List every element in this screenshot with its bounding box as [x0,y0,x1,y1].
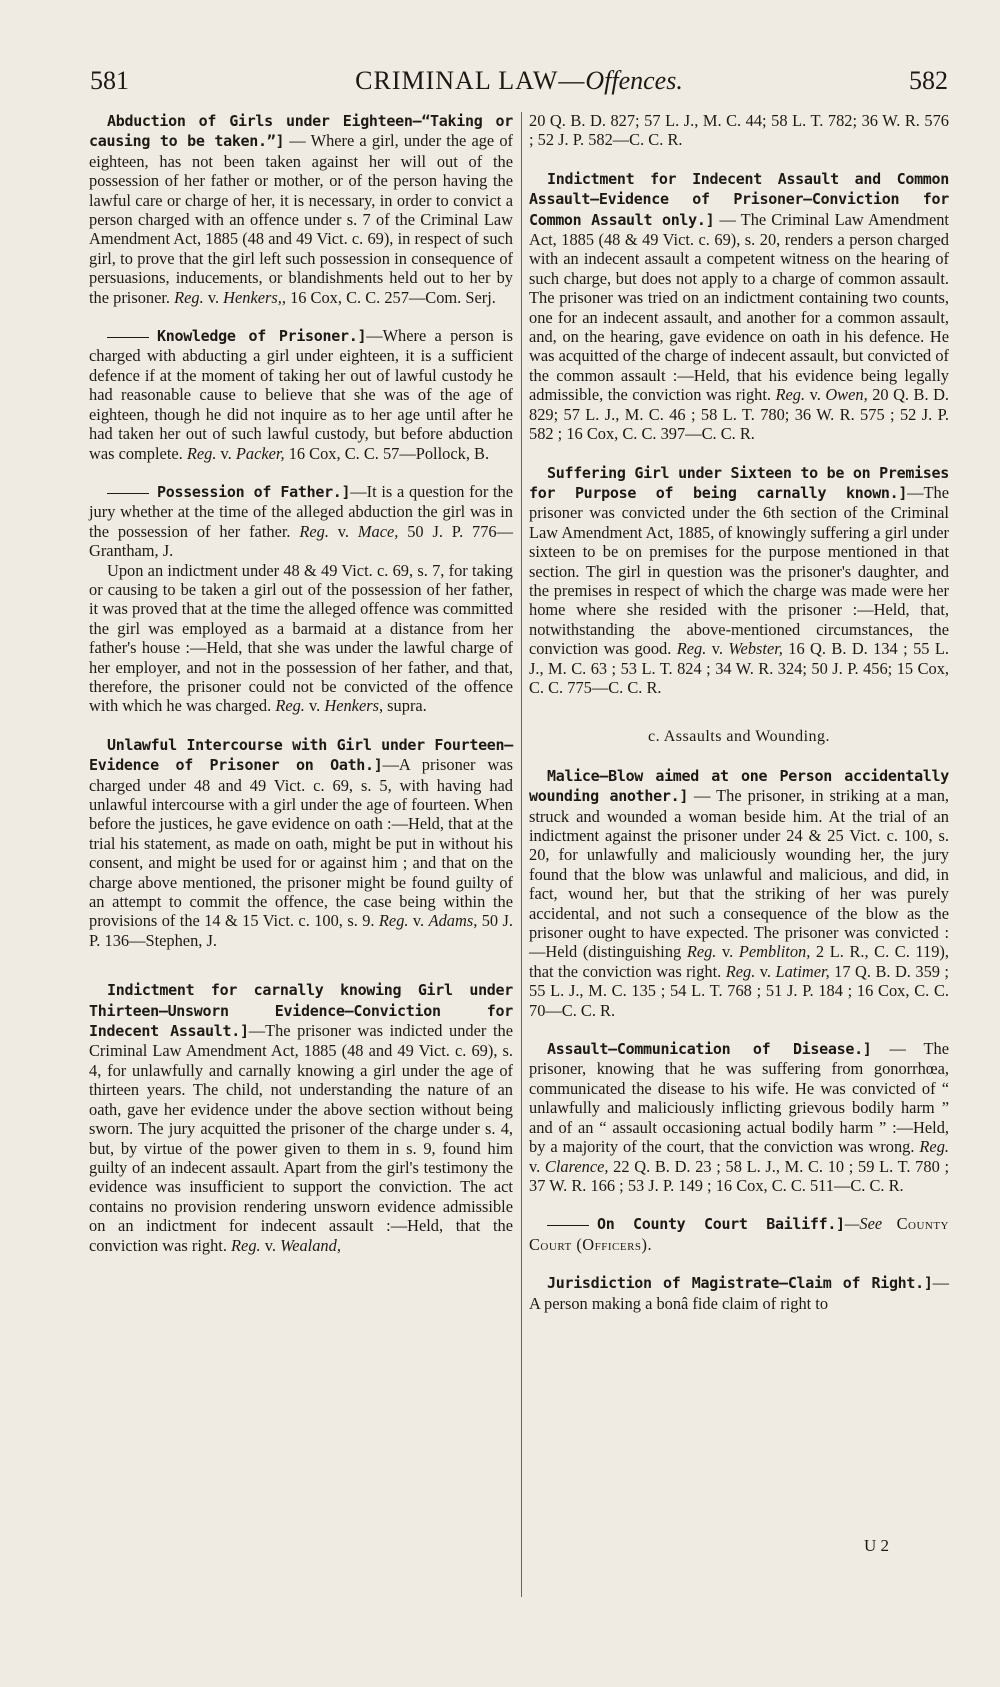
case-name: Packer, [235,443,285,463]
abduction-heading: Abduction of Girls under Eighteen—“Taking or causing to be taken.”] [89,112,513,151]
case-name: Adams, [428,911,478,931]
case-name: Reg. [299,521,329,541]
case-name: Henkers, [223,287,282,307]
case-name: Reg. [186,443,217,463]
case-name: Mace, [357,521,399,541]
suffering-paragraph: Suffering Girl under Sixteen to be on Premises for Purpose of being carnally known.]—The prisoner was convicted under the 6th section of the Criminal Law Amendment Act, 1885, of knowingly suffering a girl under sixteen to be on premises for the purpose mentioned in that section. The girl in question was the prisoner's daughter, and the premises in respect of which the charge was made were her home where she resided with the prisoner :—Held, that, notwithstanding the above-mentioned circumstances, the conviction was good. Reg. v. Webster, 16 Q. B. D. 134 ; 55 L. J., M. C. 63 ; 53 L. T. 824 ; 34 W. R. 324; 50 J. P. 456; 15 Cox, C. C. 775—C. C. R. [529,463,949,697]
case-name: Reg. [686,942,717,962]
case-name: Wealand, [280,1235,341,1255]
case-name: Reg. [275,696,305,716]
possession-heading: Possession of Father.] [157,482,351,501]
disease-text: — The prisoner, knowing that he was suffering from gonorrhœa, communicated the disease to his wife. He was convicted of “ unlawfully and maliciously inflicting grievous bodily harm ” and of an “ assault occasioning actual bodily harm ” :—Held, by a majority of the court, that the conviction was wrong. [529,1039,949,1157]
signature-mark: U 2 [864,1536,890,1555]
carnal-heading: Indictment for carnally knowing Girl under Thirteen—Unsworn Evidence—Conviction for Indecent Assault.] [89,981,513,1041]
malice-heading: Malice—Blow aimed at one Person accidentally wounding another.] [529,766,949,806]
case-name: Latimer, [775,961,830,981]
suffering-text: —The prisoner was convicted under the 6th section of the Criminal Law Amendment Act, 1885, of knowingly suffering a girl under sixteen to be on premises for the purpose mentioned in that section. The girl in question was the prisoner's daughter, and the premises in respect of which the charge was made were her home where she resided with the prisoner :—Held, that, notwithstanding the above-mentioned circumstances, the conviction was good. [529,482,949,659]
abduction-text: — Where a girl, under the age of eighteen, has not been taken against her will out of the possession of her father or mother, or of the person having the lawful care or charge of her, it is necessary, in order to convict a person charged with an offence under s. 7 of the Criminal Law Amendment Act, 1885 (48 and 49 Vict. c. 69), in respect of such girl, to prove that the girl left such possession in consequence of persuasions, inducements, or blandishments held out to her by the prisoner. [89,131,513,307]
cross-reference: County Court (Officers). [529,1214,949,1254]
page-number-left: 581 [90,66,129,95]
citation: 20 Q. B. D. 829; 57 L. J., M. C. 46 ; 58 L. T. 780; 36 W. R. 575 ; 52 J. P. 582 ; 16 Cox, C. C. 397—C. C. R. [529,385,949,444]
dash-rule [107,337,149,338]
jurisdiction-text: —A person making a bonâ fide claim of right to [529,1273,949,1313]
dash-rule [107,493,149,494]
citation: 50 J. P. 136—Stephen, J. [89,911,513,950]
citation: 22 Q. B. D. 23 ; 58 L. J., M. C. 10 ; 59 L. T. 780 ; 37 W. R. 166 ; 53 J. P. 149 ; 16 Cox, C. C. 511—C. C. R. [529,1156,950,1195]
case-name: Henkers, [324,696,384,716]
indictment-paragraph: Upon an indictment under 48 & 49 Vict. c. 69, s. 7, for taking or causing to be taken a girl out of the possession of her father, it was proved that at the time the alleged offence was committed the girl was employed as a barmaid at a distance from her father's house :—Held, that she was under the lawful charge of her employer, and not in the possession of her father, and that, therefore, the prisoner could not be convicted of the offence with which he was charged. Reg. v. Henkers, supra. [89,560,513,716]
column-divider [521,112,522,1597]
suffering-heading: Suffering Girl under Sixteen to be on Premises for Purpose of being carnally known.] [529,463,949,502]
case-name: Reg. [919,1137,949,1157]
unlawful-text: —A prisoner was charged under 48 and 49 Vict. c. 69, s. 5, with having had unlawful intercourse with a girl under the age of fourteen. When before the justices, he gave evidence on oath :—Held, that at the trial his statement, as made on oath, might be put in without his consent, and might be used for or against him ; and that on the charge above mentioned, the prisoner might be found guilty of an attempt to commit the offence, the case being within the provisions of the 14 & 15 Vict. c. 100, s. 9. [89,755,513,931]
section-heading: c. Assaults and Wounding. [647,728,831,746]
unlawful-paragraph: Unlawful Intercourse with Girl under Fourteen—Evidence of Prisoner on Oath.]—A prisoner was charged under 48 and 49 Vict. c. 69, s. 5, with having had unlawful intercourse with a girl under the age of fourteen. When before the justices, he gave evidence on oath :—Held, that at the trial his statement, as made on oath, might be put in without his consent, and might be used for or against him ; and that on the charge above mentioned, the prisoner might be found guilty of an attempt to commit the offence, the case being within the provisions of the 14 & 15 Vict. c. 100, s. 9. Reg. v. Adams, 50 J. P. 136—Stephen, J. [89,735,513,950]
page-header [90,66,948,106]
knowledge-paragraph: Knowledge of Prisoner.]—Where a person is charged with abducting a girl under eighteen, it is a sufficient defence if at the moment of taking her out of lawful custody he had reasonable cause to believe that she was of the age of eighteen, though he did not inquire as to her age until after he had taken her out of such lawful custody, but before abduction was complete. Reg. v. Packer, 16 Cox, C. C. 57—Pollock, B. [89,326,514,463]
citation: , 16 Cox, C. C. 257—Com. Serj. [281,287,496,307]
bailiff-heading: On County Court Bailiff.] [597,1215,845,1234]
carnal-text: —The prisoner was indicted under the Criminal Law Amendment Act, 1885 (48 and 49 Vict. c. 69), s. 4, for unlawfully and carnally knowing a girl under the age of thirteen years. The child, not understanding the nature of an oath, gave her evidence under the above section without being sworn. The jury acquitted the prisoner of the charge under s. 4, but, by virtue of the power given to them in s. 9, found him guilty of an indecent assault. Apart from the girl's testimony the evidence was insufficient to support the conviction. The act contains no provision rendering unsworn evidence admissible on an indictment for indecent assault :—Held, that the conviction was right. [89,1021,514,1255]
continued-citation: 20 Q. B. D. 827; 57 L. J., M. C. 44; 58 L. T. 782; 36 W. R. 576 ; 52 J. P. 582—C. C. R. [529,111,949,150]
left-column [89,111,513,1255]
citation: 16 Q. B. D. 134 ; 55 L. J., M. C. 63 ; 53 L. T. 824 ; 34 W. R. 324; 50 J. P. 456; 15 Cox, C. C. 775—C. C. R. [529,639,949,697]
case-name: Clarence, [544,1156,609,1176]
indecent-paragraph: Indictment for Indecent Assault and Common Assault—Evidence of Prisoner—Conviction for Common Assault only.] — The Criminal Law Amendment Act, 1885 (48 & 49 Vict. c. 69), s. 20, renders a person charged with an indecent assault a competent witness on the hearing of such charge, but does not apply to a charge of common assault. The prisoner was tried on an indictment containing two counts, one for an indecent assault, and another for a common assault, and, on the hearing, gave evidence on oath in his defence. He was acquitted of the charge of indecent assault, but convicted of the common assault :—Held, that his evidence being legally admissible, the conviction was right. Reg. v. Owen, 20 Q. B. D. 829; 57 L. J., M. C. 46 ; 58 L. T. 780; 36 W. R. 575 ; 52 J. P. 582 ; 16 Cox, C. C. 397—C. C. R. [529,169,949,444]
running-title-italic: Offences. [585,66,683,95]
case-name: Reg. [378,911,409,931]
jurisdiction-paragraph [529,1273,949,1313]
citation: 17 Q. B. D. 359 ; 55 L. J., M. C. 135 ; 54 L. T. 768 ; 51 J. P. 184 ; 16 Cox, C. C. 70—C. C. R. [529,961,949,1020]
case-name: Webster, [728,639,783,659]
dash-rule [547,1225,589,1226]
page-number-right: 582 [909,66,948,95]
unlawful-heading: Unlawful Intercourse with Girl under Fourteen—Evidence of Prisoner on Oath.] [89,735,513,775]
disease-paragraph: Assault—Communication of Disease.] — The prisoner, knowing that he was suffering from gonorrhœa, communicated the disease to his wife. He was convicted of “ unlawfully and maliciously inflicting grievous bodily harm ” and of an “ assault occasioning actual bodily harm ” :—Held, by a majority of the court, that the conviction was wrong. Reg. v. Clarence, 22 Q. B. D. 23 ; 58 L. J., M. C. 10 ; 59 L. T. 780 ; 37 W. R. 166 ; 53 J. P. 149 ; 16 Cox, C. C. 511—C. C. R. [529,1039,950,1195]
possession-paragraph: Possession of Father.]—It is a question for the jury whether at the time of the alleged abduction the girl was in the possession of her father. Reg. v. Mace, 50 J. P. 776—Grantham, J. [89,481,513,561]
citation: 50 J. P. 776—Grantham, J. [89,521,513,561]
knowledge-text: —Where a person is charged with abducting a girl under eighteen, it is a sufficient defence if at the moment of taking her out of lawful custody he had reasonable cause to believe that she was of the age of eighteen, though he did not inquire as to her age until after he had taken her out of such lawful custody, but before abduction was complete. [89,326,514,463]
disease-heading: Assault—Communication of Disease.] [547,1040,872,1059]
case-name: Reg. [725,961,756,981]
case-name: Reg. [231,1235,261,1255]
possession-text: —It is a question for the jury whether at the time of the alleged abduction the girl was in the possession of her father. [89,481,513,541]
case-name: Pembliton, [738,942,811,962]
indictment-text: Upon an indictment under 48 & 49 Vict. c. 69, s. 7, for taking or causing to be taken a girl out of the possession of her father, it was proved that at the time the alleged offence was committed the girl was employed as a barmaid at a distance from her father's house :—Held, that she was under the lawful charge of her employer, and not in the possession of her father, and that, therefore, the prisoner could not be convicted of the offence with which he was charged. [89,560,513,716]
carnal-paragraph: Indictment for carnally knowing Girl under Thirteen—Unsworn Evidence—Conviction for Indecent Assault.]—The prisoner was indicted under the Criminal Law Amendment Act, 1885 (48 and 49 Vict. c. 69), s. 4, for unlawfully and carnally knowing a girl under the age of thirteen years. The child, not understanding the nature of an oath, gave her evidence under the above section without being sworn. The jury acquitted the prisoner of the charge under s. 4, but, by virtue of the power given to them in s. 9, found him guilty of an indecent assault. Apart from the girl's testimony the evidence was insufficient to support the conviction. The act contains no provision rendering unsworn evidence admissible on an indictment for indecent assault :—Held, that the conviction was right. Reg. v. Wealand, [89,981,514,1255]
malice-text: — The prisoner, in striking at a man, struck and wounded a woman beside him. At the trial of an indictment against the prisoner under 24 & 25 Vict. c. 100, s. 20, for unlawfully and maliciously wounding her, the jury found that the blow was unlawful and malicious, and did, in fact, wound her, but that the striking of her was purely accidental, and not such a consequence of the blow as the prisoner ought to have expected. The prisoner was convicted :—Held (distinguishing [529,786,950,962]
case-name: Owen, [825,385,868,405]
indecent-text: — The Criminal Law Amendment Act, 1885 (48 & 49 Vict. c. 69), s. 20, renders a person charged with an indecent assault a competent witness on the hearing of such charge, but does not apply to a charge of common assault. The prisoner was tried on an indictment containing two counts, one for an indecent assault, and another for a common assault, and, on the hearing, gave evidence on oath in his defence. He was acquitted of the charge of indecent assault, but convicted of the common assault :—Held, that his evidence being legally admissible, the conviction was right. [529,209,949,405]
malice-text-cont: 2 L. R., C. C. 119), that the conviction was right. [529,942,949,981]
abduction-paragraph: Abduction of Girls under Eighteen—“Taking or causing to be taken.”] — Where a girl, under the age of eighteen, has not been taken against her will out of the possession of her father or mother, or of the person having the lawful care or charge of her, it is necessary, in order to convict a person charged with an offence under s. 7 of the Criminal Law Amendment Act, 1885 (48 and 49 Vict. c. 69), in respect of such girl, to prove that the girl left such possession in consequence of persuasions, inducements, or blandishments held out to her by the prisoner. Reg. v. Henkers,, 16 Cox, C. C. 257—Com. Serj. [89,112,513,307]
indecent-heading: Indictment for Indecent Assault and Common Assault—Evidence of Prisoner—Conviction for Common Assault only.] [529,169,949,229]
case-name: Reg. [174,287,204,307]
see-reference: —See [844,1214,883,1234]
malice-paragraph: Malice—Blow aimed at one Person accidentally wounding another.] — The prisoner, in striking at a man, struck and wounded a woman beside him. At the trial of an indictment against the prisoner under 24 & 25 Vict. c. 100, s. 20, for unlawfully and maliciously wounding her, the jury found that the blow was unlawful and malicious, and did, in fact, wound her, but that the striking of her was purely accidental, and not such a consequence of the blow as the prisoner ought to have expected. The prisoner was convicted :—Held (distinguishing Reg. v. Pembliton, 2 L. R., C. C. 119), that the conviction was right. Reg. v. Latimer, 17 Q. B. D. 359 ; 55 L. J., M. C. 135 ; 54 L. T. 768 ; 51 J. P. 184 ; 16 Cox, C. C. 70—C. C. R. [529,766,950,1020]
running-title [90,66,948,96]
citation: supra. [383,696,427,716]
case-name: Reg. [775,385,806,405]
case-name: Reg. [676,639,707,659]
jurisdiction-heading: Jurisdiction of Magistrate—Claim of Right.] [547,1274,933,1293]
bailiff-paragraph [529,1214,949,1254]
citation: 16 Cox, C. C. 57—Pollock, B. [284,443,490,463]
right-column [529,111,949,1313]
knowledge-heading: Knowledge of Prisoner.] [157,327,367,346]
running-title-main: CRIMINAL LAW— [355,66,586,95]
